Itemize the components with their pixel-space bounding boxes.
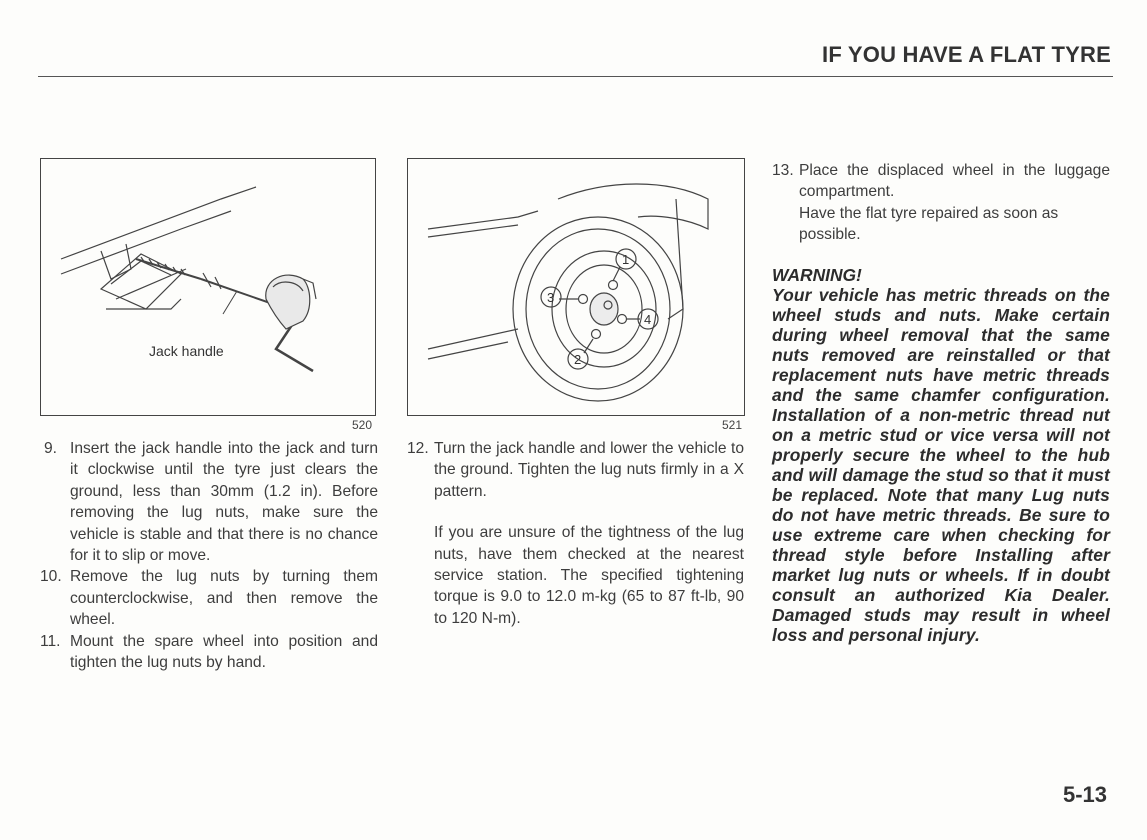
callout-2: 2 [574,352,582,367]
instructions-column-1 [40,438,378,673]
warning-heading: WARNING! [772,264,862,285]
page-number: 5-13 [1062,782,1107,807]
step-number: 9. [44,440,58,457]
callout-4: 4 [644,312,652,327]
step-12 [407,438,744,502]
figure-number: 520 [352,418,373,432]
jack-illustration [41,159,375,415]
page-header-title: IF YOU HAVE A FLAT TYRE [822,42,1111,67]
torque-note: If you are unsure of the tightness of the lug nuts, have them checked at the nearest service station. The specified tightening torque is 9.0 to 12.0 m-kg (65 to 87 ft-lb, 90 to 120 N-m). [434,524,744,627]
step-13-note: Have the flat tyre repaired as soon as possible. [799,204,1059,244]
callout-3: 3 [547,290,555,305]
jack-handle-label: Jack handle [149,343,224,359]
step-text: Place the displaced wheel in the luggage compartment. [799,162,1110,201]
figure-number: 521 [722,418,743,432]
step-10 [40,566,378,630]
step-number: 11. [40,632,61,650]
step-text: Mount the spare wheel into position and tighten the lug nuts by hand. [70,632,378,672]
header-rule [38,76,1113,77]
step-13 [772,160,1110,203]
step-text: Turn the jack handle and lower the vehicle to the ground. Tighten the lug nuts firmly in a X pattern. [434,440,744,500]
step-number: 10. [40,568,62,586]
figure-wheel-lug-pattern [407,158,745,416]
warning-body: Your vehicle has metric threads on the wheel studs and nuts. Make certain during wheel removal that the same nuts removed are reinstalled or that replacement nuts have metric threads and the same chamfer configuration. Installation of a non-metric thread nut on a metric stud or vice versa will not properly secure the wheel to the hub and will damage the stud so that it must be replaced. Note that many Lug nuts do not have metric threads. Be sure to use extreme care when checking for thread style before Installing after market lug nuts or wheels. If in doubt consult an authorized Kia Dealer. Damaged studs may result in wheel loss and personal injury. [772,284,1110,645]
step-number: 12. [407,440,429,457]
instructions-column-3 [772,160,1110,645]
callout-1: 1 [622,252,630,267]
wheel-illustration [408,159,744,415]
step-number: 13. [772,162,794,179]
step-11 [40,631,378,674]
step-text: Insert the jack handle into the jack and turn it clockwise until the tyre just clears the ground, less than 30mm (1.2 in). Before removing the lug nuts, make sure the vehicle is stable and that there is no chance for it to slip or move. [70,440,378,565]
step-text: Remove the lug nuts by turning them counterclockwise, and then remove the wheel. [70,568,378,629]
step-9 [40,438,378,566]
instructions-column-2 [407,438,744,629]
figure-jack-handle [40,158,376,416]
